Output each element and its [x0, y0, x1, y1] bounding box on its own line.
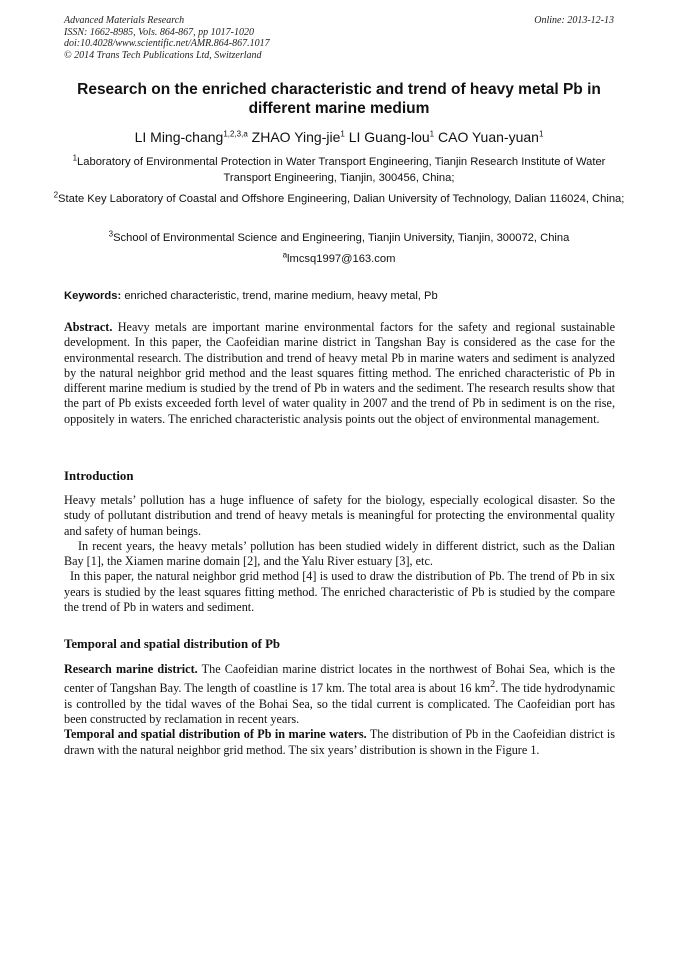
affiliation-text: School of Environmental Science and Engineering, Tianjin University, Tianjin, 300072, China	[113, 232, 570, 244]
introduction-body	[64, 493, 615, 615]
author-list	[50, 128, 628, 146]
introduction-heading: Introduction	[64, 469, 134, 483]
research-district-label: Research marine district.	[64, 662, 198, 676]
introduction-paragraph: In recent years, the heavy metals’ pollution has been studied widely in different district, such as the Dalian Bay [1], the Xiamen marine domain [2], and the Yalu River estuary [3], etc.	[64, 538, 615, 569]
author-name: LI Ming-chang	[134, 129, 224, 145]
keywords	[64, 289, 616, 303]
author-affiliation-marker: 1	[340, 129, 345, 139]
author-affiliation-marker: 1	[429, 129, 435, 139]
copyright-line: © 2014 Trans Tech Publications Ltd, Switzerland	[64, 49, 262, 61]
author-name: LI Guang-lou	[348, 129, 430, 145]
affiliation-1	[50, 155, 628, 186]
author-name: CAO Yuan-yuan	[438, 129, 539, 145]
introduction-paragraph: Heavy metals’ pollution has a huge influence of safety for the biology, especially ecological disaster. So the study of pollutant distribution and trend of heavy metals is meaningful for protecting the environmental quality and safety of human beings.	[64, 493, 615, 538]
affiliation-marker: 3	[108, 229, 114, 239]
journal-name: Advanced Materials Research	[64, 15, 185, 26]
online-date: Online: 2013-12-13	[534, 15, 614, 26]
keywords-label: Keywords:	[64, 290, 122, 302]
abstract	[64, 320, 615, 427]
abstract-text: Heavy metals are important marine environmental factors for the safety and regional sustainable development. In this paper, the Caofeidian marine district in Tangshan Bay is considered as the case for the environmental research. The distribution and trend of heavy metal Pb in marine waters and sediment is analyzed by the natural neighbor grid method and the least squares fitting method. The enriched characteristic of Pb in different marine medium is studied by the trend of Pb in waters and the sediment. The research results show that the part of Pb exists exceeded forth level of water quality in 2007 and the trend of Pb in sediment is on the rise, oppositely in waters. The enriched characteristic analysis points out the object of environmental management.	[64, 320, 616, 426]
marine-waters-label: Temporal and spatial distribution of Pb in marine waters.	[64, 727, 367, 742]
affiliation-marker: 2	[53, 190, 59, 200]
introduction-paragraph: In this paper, the natural neighbor grid method [4] is used to draw the distribution of Pb. The trend of Pb in six years is studied by the least squares fitting method. The enriched characteristic of Pb is studied by the compare the trend of Pb in waters and sediment.	[64, 569, 615, 615]
affiliation-text: Laboratory of Environmental Protection in Water Transport Engineering, Tianjin Research Institute of Water Transport Engineering, Tianjin, 300456, China;	[77, 156, 606, 184]
affiliation-marker: 1	[72, 153, 78, 163]
affiliation-text: State Key Laboratory of Coastal and Offshore Engineering, Dalian University of Technology, Dalian 116024, China;	[58, 193, 625, 205]
journal-header	[64, 15, 270, 61]
author-email	[50, 252, 628, 268]
research-district-text: The Caofeidian marine district locates in the northwest of Bohai Sea, which is the center of Tangshan Bay. The length of coastline is 17 km. The total area is about 16 km	[64, 662, 616, 696]
doi-line[interactable]: doi:10.4028/www.scientific.net/AMR.864-867.1017	[64, 38, 270, 49]
keywords-text: enriched characteristic, trend, marine medium, heavy metal, Pb	[124, 290, 438, 302]
email-marker: a	[282, 250, 288, 260]
temporal-distribution-body	[64, 662, 615, 758]
author-affiliation-marker: 1,2,3,a	[223, 129, 248, 139]
paper-title: Research on the enriched characteristic and trend of heavy metal Pb in different marine medium	[77, 81, 601, 117]
abstract-label: Abstract.	[64, 320, 113, 334]
issn-line: ISSN: 1662-8985, Vols. 864-867, pp 1017-1020	[64, 26, 254, 38]
author-affiliation-marker: 1	[538, 129, 544, 139]
affiliation-2	[50, 192, 628, 208]
marine-waters-paragraph	[64, 727, 615, 758]
email-address[interactable]: lmcsq1997@163.com	[287, 253, 396, 265]
marine-waters-text: The distribution of Pb in the Caofeidian district is drawn with the natural neighbor grid method. The six years’ distribution is shown in the Figure 1.	[64, 727, 615, 757]
author-name: ZHAO Ying-jie	[251, 129, 341, 145]
affiliation-3	[50, 231, 628, 247]
research-district-paragraph	[64, 662, 615, 727]
research-district-text-continued: . The tide hydrodynamic is controlled by the tidal waves of the Bohai Sea, so the tidal current is complicated. The Caofeidian port has been constructed by reclamation in recent years.	[64, 681, 615, 726]
temporal-distribution-heading: Temporal and spatial distribution of Pb	[64, 637, 281, 651]
area-unit-exponent: 2	[490, 679, 496, 691]
